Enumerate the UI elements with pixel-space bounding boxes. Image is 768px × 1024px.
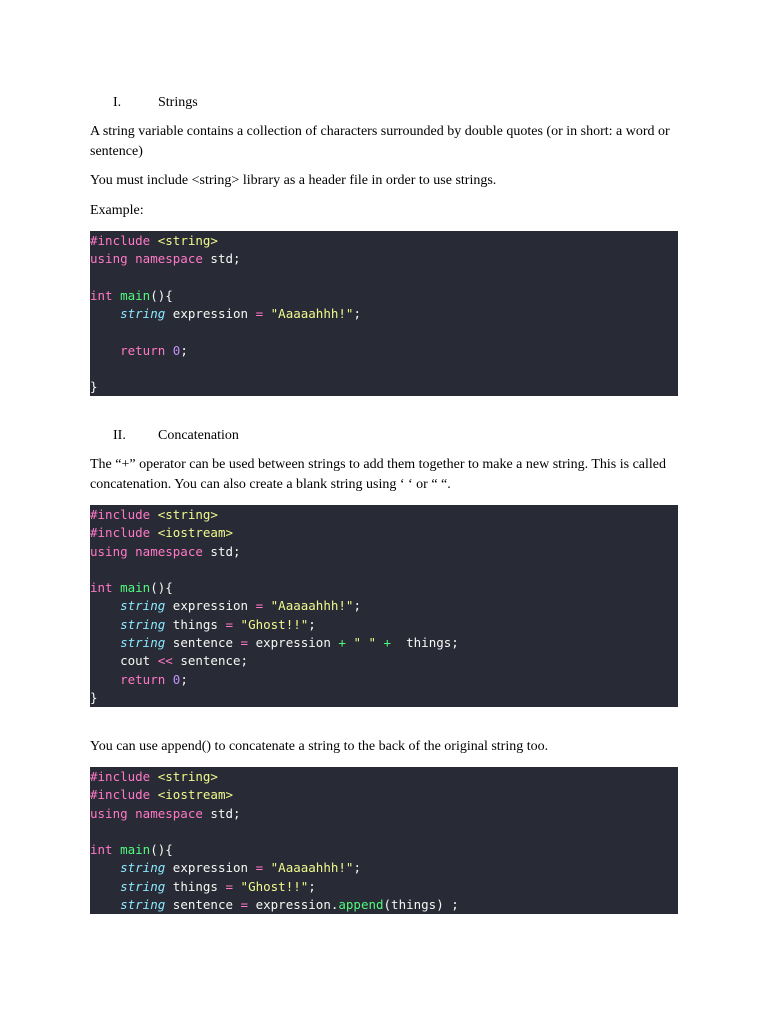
section-title: Concatenation xyxy=(158,428,239,443)
section-number: I. xyxy=(113,95,122,110)
code-line: cout << sentence; xyxy=(90,653,249,669)
code-line xyxy=(90,360,678,378)
section-number: II. xyxy=(113,428,126,443)
code-line: return 0; xyxy=(120,342,188,358)
code-line xyxy=(90,232,678,250)
code-text: #include <string> xyxy=(90,233,218,248)
code-line: string sentence = expression.append(things) ; xyxy=(120,897,459,913)
code-line xyxy=(90,323,678,341)
code-line: int main(){ xyxy=(90,842,173,858)
example-label: Example: xyxy=(90,203,144,218)
code-line xyxy=(90,823,678,841)
strings-description: A string variable contains a collection of characters surrounded by double quotes (or in short: a word or sentence) xyxy=(90,124,670,159)
code-line: #include <iostream> xyxy=(90,525,234,541)
code-line xyxy=(90,269,678,287)
code-line: using namespace std; xyxy=(90,251,241,267)
code-line: using namespace std; xyxy=(90,805,241,821)
section-title: Strings xyxy=(158,95,198,110)
section-heading-concatenation xyxy=(113,427,239,445)
concatenation-description: The “+” operator can be used between strings to add them together to make a new string. This is called concatenation. You can also create a blank string using ‘ ‘ or “ “. xyxy=(90,457,667,492)
section-heading-strings xyxy=(113,94,198,112)
code-block-append xyxy=(90,767,678,914)
code-line: #include <string> xyxy=(90,507,218,522)
code-line: string expression = "Aaaaahhh!"; xyxy=(120,860,361,876)
code-line: int main(){ xyxy=(90,580,173,596)
code-line: } xyxy=(90,379,98,395)
code-line: string expression = "Aaaaahhh!"; xyxy=(120,598,361,614)
strings-header-note: You must include <string> library as a header file in order to use strings. xyxy=(90,173,497,188)
code-line: #include <string> xyxy=(90,769,218,784)
code-line: string things = "Ghost!!"; xyxy=(120,878,316,894)
code-line: string sentence = expression + " " + things; xyxy=(120,635,459,651)
code-line: return 0; xyxy=(120,671,188,687)
code-line: using namespace std; xyxy=(90,543,241,559)
code-block-concatenation xyxy=(90,505,678,707)
code-line xyxy=(90,561,678,579)
code-line: #include <iostream> xyxy=(90,787,234,803)
code-line: string expression = "Aaaaahhh!"; xyxy=(120,306,361,322)
code-line: int main(){ xyxy=(90,287,173,303)
append-description: You can use append() to concatenate a string to the back of the original string too. xyxy=(90,739,549,754)
code-line: string things = "Ghost!!"; xyxy=(120,616,316,632)
code-block-strings xyxy=(90,231,678,396)
code-line: } xyxy=(90,689,98,705)
